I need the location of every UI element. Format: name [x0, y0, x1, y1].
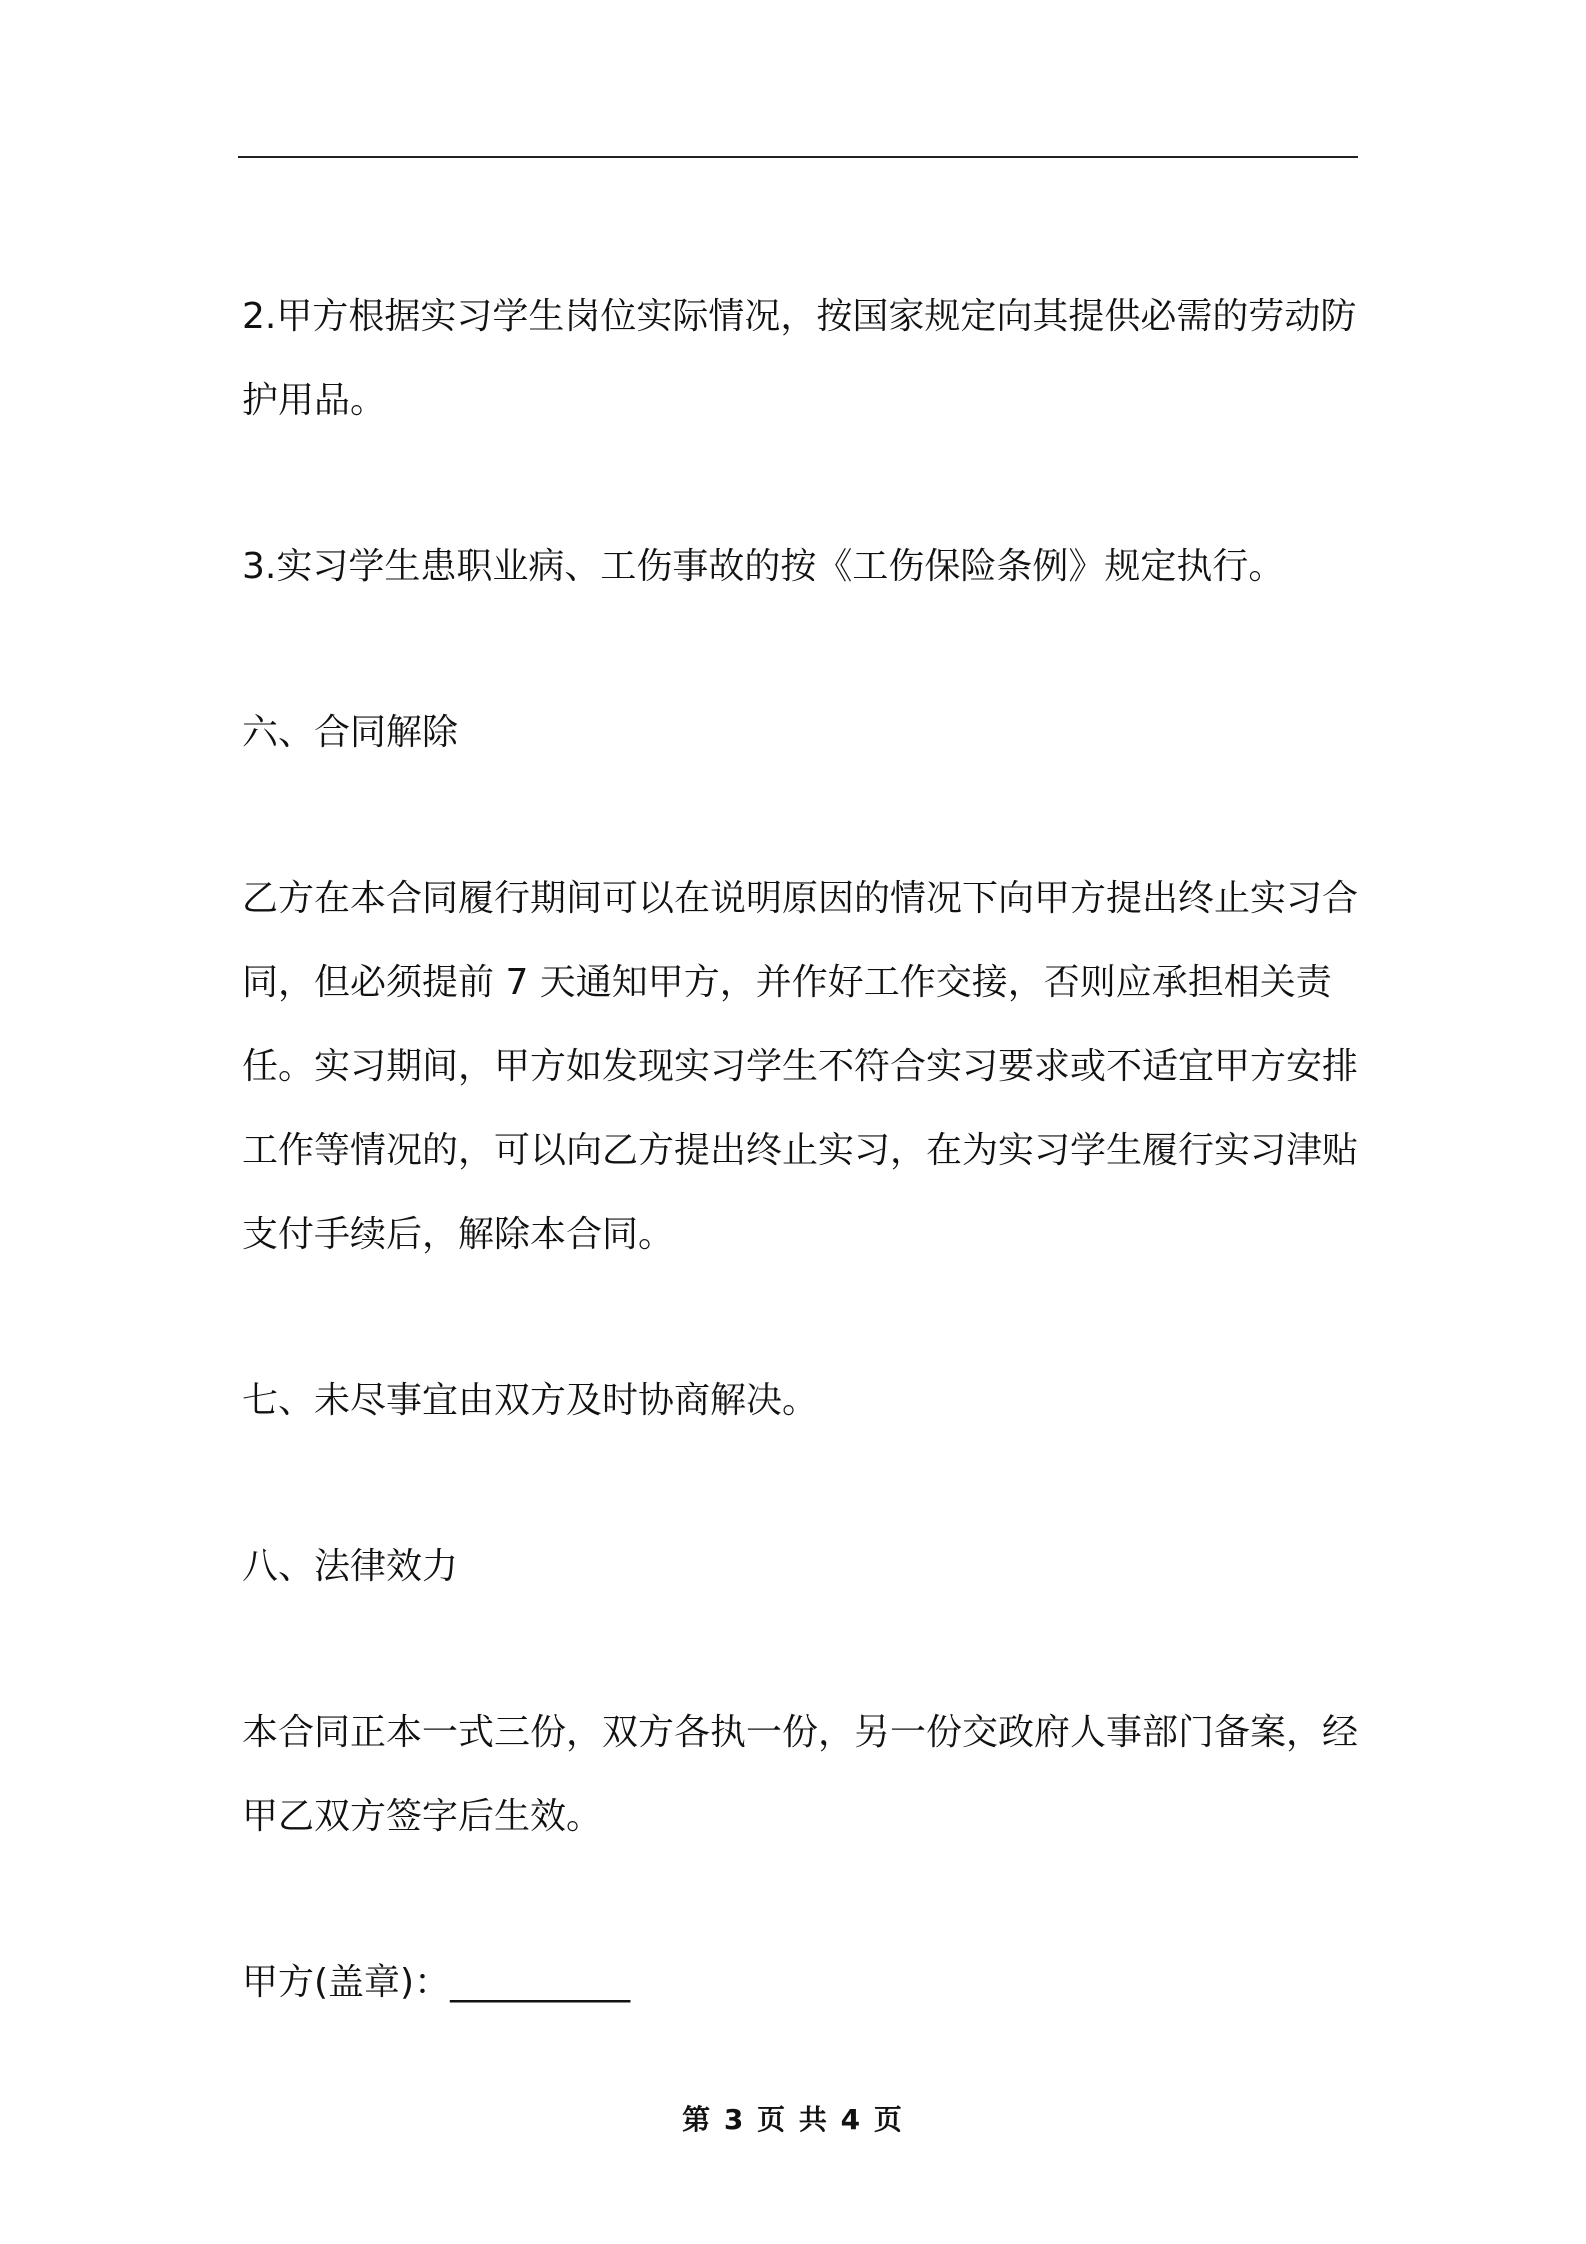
clause-2-protective-equipment: 2.甲方根据实习学生岗位实际情况，按国家规定向其提供必需的劳动防护用品。 [242, 296, 1357, 421]
party-a-signature-blank: __________ [450, 1962, 631, 2003]
document-body [242, 275, 1358, 2025]
section-8-heading: 八、法律效力 [242, 1546, 459, 1587]
clause-3-work-injury: 3.实习学生患职业病、工伤事故的按《工伤保险条例》规定执行。 [242, 546, 1285, 587]
header-rule [238, 156, 1358, 158]
party-a-signature-label: 甲方(盖章)： [242, 1962, 451, 2003]
page-indicator: 第 3 页 共 4 页 [682, 2103, 904, 2136]
section-7-heading: 七、未尽事宜由双方及时协商解决。 [242, 1380, 819, 1421]
section-6-heading: 六、合同解除 [242, 712, 459, 753]
section-8-body: 本合同正本一式三份，双方各执一份，另一份交政府人事部门备案，经甲乙双方签字后生效。 [242, 1712, 1359, 1837]
section-6-body: 乙方在本合同履行期间可以在说明原因的情况下向甲方提出终止实习合同，但必须提前 7 天通知甲方，并作好工作交接，否则应承担相关责任。实习期间，甲方如发现实习学生不符合实习要求或不适宜甲方安排工作等情况的，可以向乙方提出终止实习，在为实习学生履行实习津贴支付手续后，解除本合同。 [242, 878, 1359, 1255]
party-a-signature-line [242, 1941, 1358, 2025]
